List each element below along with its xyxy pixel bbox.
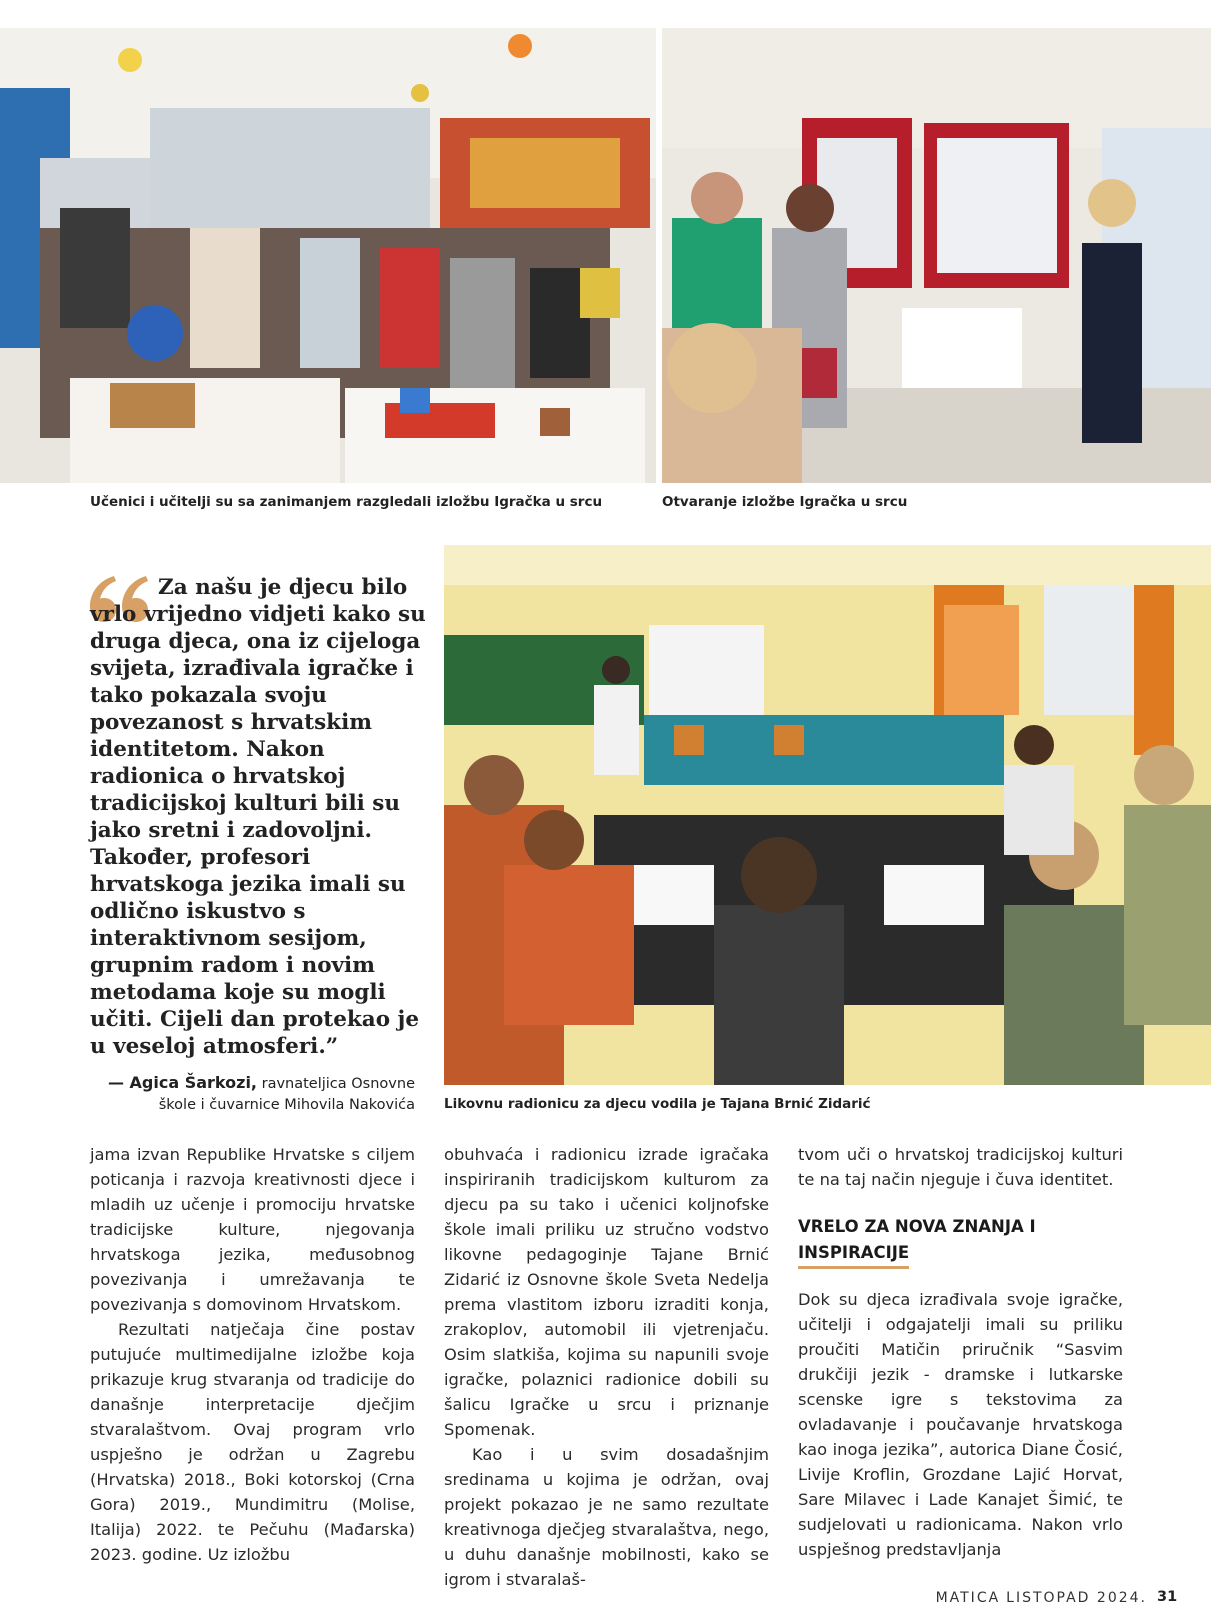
exhibition-opening-photo xyxy=(662,28,1211,483)
section-heading-line-2: INSPIRACIJE xyxy=(798,1240,909,1269)
column3-paragraph-2: Dok su djeca izrađivala svoje igračke, učitelji i odgajatelji imali su priliku proučiti Matičin priručnik “Sasvim drukčiji jezik - dramske i lutkarske scenske igre s tekstovima za ovladavanje i poučavanje hrvatskoga kao inoga jezika”, autorica Diane Čosić, Livije Kroflin, Grozdane Lajić Horvat, Sare Milavec i Lade Kanajet Šimić, te sudjelovati u radionicama. Nakon vrlo uspješnog predstavljanja xyxy=(798,1290,1123,1559)
section-heading xyxy=(798,1214,1123,1269)
photo3-caption: Likovnu radionicu za djecu vodila je Tajana Brnić Zidarić xyxy=(444,1096,871,1112)
exhibition-crowd-photo xyxy=(0,28,656,483)
column2-paragraph-1: obuhvaća i radionicu izrade igračaka inspiriranih tradicijskom kulturom za djecu pa su tako i učenici koljnofske škole imali priliku uz stručno vodstvo likovne pedagoginje Tajane Brnić Zidarić iz Osnovne škole Sveta Nedelja prema vlastitom izboru izraditi konja, zrakoplov, automobil ili vjetrenjaču. Osim slatkiša, kojima su napunili svoje igračke, polaznici radionice dobili su šalicu Igračke u srcu i priznanje Spomenak. xyxy=(444,1145,769,1439)
article-column-2 xyxy=(444,1142,769,1592)
column1-paragraph-2: Rezultati natječaja čine postav putujuće multimedijalne izložbe koja prikazuje krug stvaranja od tradicije do današnje interpretacije dječjim stvaralaštvom. Ovaj program vrlo uspješno je održan u Zagrebu (Hrvatska) 2018., Boki kotorskoj (Crna Gora) 2019., Mundimitru (Molise, Italija) 2022. te Pečuhu (Mađarska) 2023. godine. Uz izložbu xyxy=(90,1320,415,1564)
photo2-caption: Otvaranje izložbe Igračka u srcu xyxy=(662,494,908,510)
footer-magazine-name: MATICA xyxy=(935,1590,1001,1606)
footer-issue: LISTOPAD 2024. xyxy=(1006,1590,1147,1606)
column3-paragraph-1: tvom uči o hrvatskoj tradicijskoj kulturi te na taj način njeguje i čuva identitet. xyxy=(798,1145,1123,1189)
column1-paragraph-1: jama izvan Republike Hrvatske s ciljem poticanja i razvoja kreativnosti djece i mladih uz učenje i promociju hrvatske tradicijske kulture, njegovanja hrvatskoga jezika, međusobnog povezivanja i umrežavanja te povezivanja s domovinom Hrvatskom. xyxy=(90,1145,415,1314)
article-column-3 xyxy=(798,1142,1123,1562)
section-heading-line-1: VRELO ZA NOVA ZNANJA I xyxy=(798,1217,1036,1236)
photo1-caption: Učenici i učitelji su sa zanimanjem razgledali izložbu Igračka u srcu xyxy=(90,494,603,510)
article-column-1 xyxy=(90,1142,415,1567)
pull-quote-text: Za našu je djecu bilo vrlo vrijedno vidjeti kako su druga djeca, ona iz cijeloga svijeta, izrađivala igračke i tako pokazala svoju povezanost s hrvatskim identitetom. Nakon radionica o hrvatskoj tradicijskoj kulturi bili su jako sretni i zadovoljni. Također, profesori hrvatskoga jezika imali su odlično iskustvo s interaktivnom sesijom, grupnim radom i novim metodama koje su mogli učiti. Cijeli dan protekao je u veseloj atmosferi.” xyxy=(90,575,426,1059)
quote-author: — Agica Šarkozi, xyxy=(107,1073,257,1092)
classroom-workshop-photo xyxy=(444,545,1211,1085)
page-footer xyxy=(936,1590,1147,1606)
page-number: 31 xyxy=(1157,1589,1178,1605)
column2-paragraph-2: Kao i u svim dosadašnjim sredinama u kojima je održan, ovaj projekt pokazao je ne samo rezultate kreativnoga dječjeg stvaralaštva, nego, u duhu današnje mobilnosti, kako se igrom i stvaralaš- xyxy=(444,1445,769,1589)
quote-attribution xyxy=(90,1072,415,1116)
quote-author-role: ravnateljica Osnovne škole i čuvarnice Mihovila Nakovića xyxy=(158,1076,415,1113)
